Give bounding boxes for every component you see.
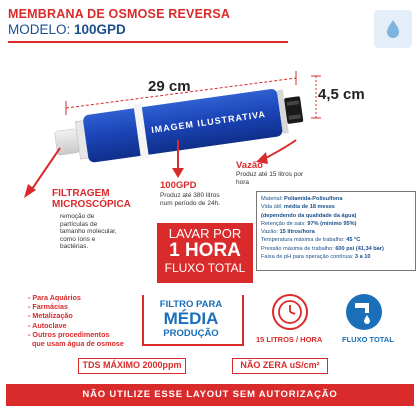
- uses-item: - Autoclave: [28, 320, 67, 330]
- spec-value: 3 a 10: [354, 254, 371, 261]
- production-label: [152, 299, 230, 339]
- length-dimension: 29 cm: [148, 78, 191, 95]
- membrane-banner-text: IMAGEM ILUSTRATIVA: [150, 109, 267, 136]
- tds-box: TDS MÁXIMO 2000ppm: [78, 358, 186, 374]
- rate-label: 15 LITROS / HORA: [256, 335, 323, 344]
- filtragem-desc-line: tamanho molecular,: [60, 228, 117, 235]
- clock-icon: [274, 296, 306, 328]
- uses-item: - Farmácias: [28, 302, 68, 312]
- model-value: 100GPD: [74, 22, 126, 37]
- spec-line: [261, 203, 411, 211]
- spec-label: Vazão:: [261, 229, 280, 236]
- spec-line: [261, 195, 411, 203]
- gpd-desc-line: Produz até 380 litros: [160, 192, 220, 199]
- spec-label: Temperatura máxima de trabalho:: [261, 237, 347, 244]
- spec-line: [261, 253, 411, 261]
- gpd-desc-line: num período de 24h.: [160, 199, 220, 207]
- vazao-desc: [236, 171, 303, 186]
- vazao-desc-line: hora: [236, 178, 250, 186]
- spec-line: [261, 212, 411, 220]
- spec-line: [261, 228, 411, 236]
- spec-line: [261, 245, 411, 253]
- footer-warning: NÃO UTILIZE ESSE LAYOUT SEM AUTORIZAÇÃO: [6, 384, 414, 406]
- page-title: MEMBRANA DE OSMOSE REVERSA: [8, 7, 231, 21]
- production-line1: FILTRO PARA: [159, 299, 223, 310]
- spec-value: 15 litros/hora: [279, 229, 315, 236]
- uses-item: - Outros procedimentos: [28, 329, 110, 339]
- vazao-title: Vazão: [236, 160, 263, 171]
- wash-line2: 1 HORA: [169, 240, 241, 261]
- spec-value: 45 °C: [346, 237, 361, 244]
- production-line3: PRODUÇÃO: [163, 328, 219, 339]
- filtragem-desc-line: como íons e: [60, 235, 96, 243]
- filtragem-desc-line: partículas de: [60, 220, 98, 228]
- frame-left: [142, 295, 144, 345]
- spec-label: Retenção de sais:: [261, 220, 308, 227]
- uses-item: - Metalização: [28, 311, 73, 321]
- uses-list: [28, 293, 124, 348]
- filtragem-title-line2: MICROSCÓPICA: [52, 199, 131, 210]
- spec-label: Material:: [261, 196, 285, 202]
- gpd-title: 100GPD: [160, 180, 197, 191]
- flow-badge: [346, 294, 382, 330]
- filtragem-desc: [60, 213, 117, 251]
- spec-line: [261, 220, 411, 228]
- water-flow-icon: [346, 294, 382, 330]
- production-line2: MÉDIA: [163, 309, 219, 328]
- gpd-desc: [160, 192, 220, 207]
- spec-line: [261, 236, 411, 244]
- frame-right: [242, 295, 244, 346]
- spec-value: Poliamida-Polisulfona: [284, 196, 343, 202]
- spec-value: média de 18 meses: [283, 204, 335, 211]
- filtragem-title-line1: FILTRAGEM: [52, 188, 110, 199]
- wash-line1: LAVAR POR: [168, 226, 242, 241]
- spec-box: [256, 191, 416, 271]
- wash-notice-box: [157, 223, 253, 283]
- frame-bottom: [142, 344, 242, 346]
- diameter-dimension: 4,5 cm: [318, 86, 365, 103]
- filtragem-desc-line: remoção de: [60, 213, 95, 220]
- uses-item: que usam água de osmose: [28, 339, 124, 349]
- clock-badge: [272, 294, 308, 330]
- vazao-desc-line: Produz até 15 litros por: [236, 171, 304, 178]
- zera-box: NÃO ZERA uS/cm²: [232, 358, 328, 374]
- spec-value: 97% (mínimo 95%): [307, 220, 357, 227]
- filtragem-title: [52, 188, 131, 210]
- model-label: MODELO:: [8, 22, 71, 37]
- spec-value: 600 psi (41,34 bar): [335, 245, 384, 252]
- wash-line3: FLUXO TOTAL: [164, 261, 246, 275]
- spec-label: Vida útil:: [261, 204, 284, 211]
- flow-label: FLUXO TOTAL: [342, 335, 394, 344]
- spec-label: Pressão máxima de trabalho:: [261, 245, 336, 252]
- uses-item: - Para Aquários: [28, 293, 81, 302]
- spec-value: (dependendo da qualidade da água): [261, 212, 357, 219]
- filtragem-desc-line: bactérias.: [60, 243, 89, 250]
- spec-label: Faixa de pH para operação contínua:: [261, 254, 355, 261]
